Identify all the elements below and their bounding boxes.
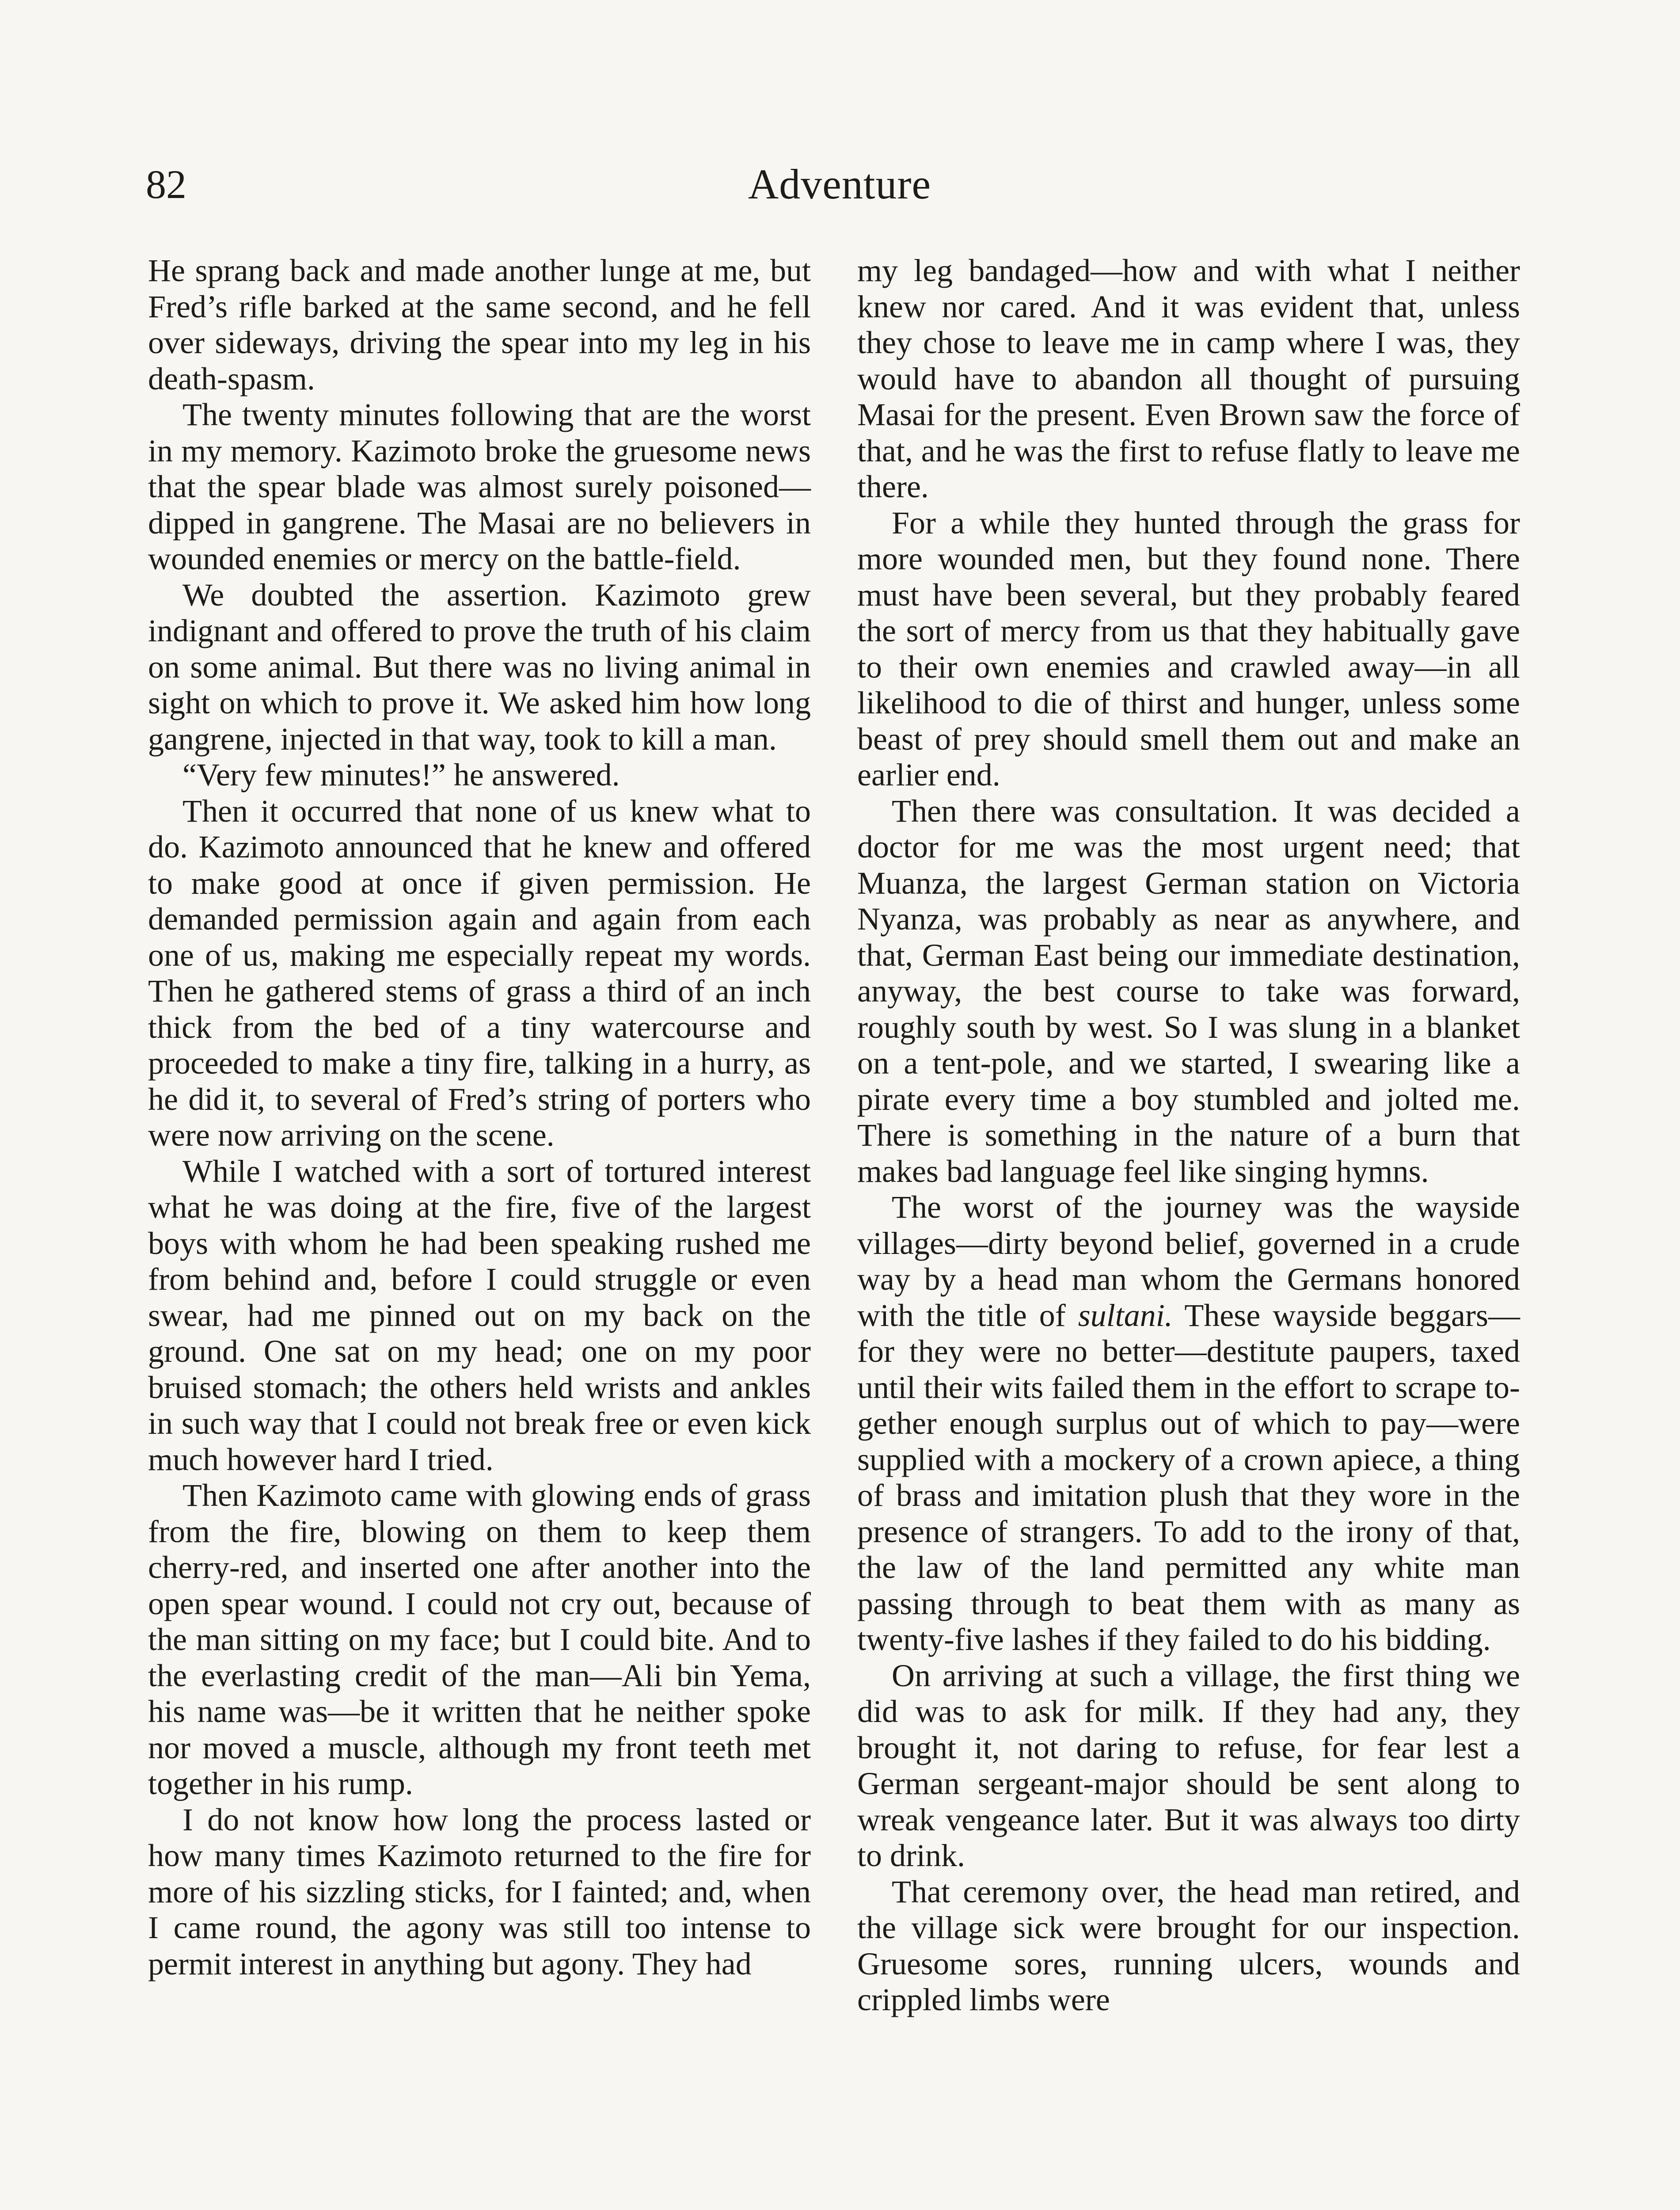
paragraph: For a while they hunted through the grass for more wounded men, but they found none. There must have been several, but they probably feared the sort of mercy from us that they habitually gave to their own enemies and crawled away—in all likelihood to die of thirst and hunger, unless some beast of prey should smell them out and make an earlier end. — [857, 505, 1520, 793]
left-column — [148, 253, 811, 1982]
paragraph: The twenty minutes following that are the worst in my memory. Kazimoto broke the gruesome news that the spear blade was almost surely poisoned—dipped in gangrene. The Masai are no believers in wounded enemies or mercy on the battle-field. — [148, 397, 811, 576]
running-title: Adventure — [748, 160, 931, 208]
paragraph: “Very few minutes!” he answered. — [182, 757, 620, 793]
paragraph: I do not know how long the process lasted or how many times Kazimoto returned to the fire for more of his sizzling sticks, for I fainted; and, when I came round, the agony was still too intense to permit interest in anything but agony. They had — [148, 1802, 811, 1981]
paragraph-text: These wayside beggars—for they were no better—destitute paupers, taxed until their wits failed them in the effort to scrape together enough surplus out of which to pay—were supplied with a mockery of a crown apiece, a thing of brass and imitation plush that they wore in the presence of strangers. To add to the irony of that, the law of the land permitted any white man passing through to beat them with as many as twenty-five lashes if they failed to do his bidding. — [857, 1297, 1520, 1657]
paragraph — [857, 1189, 1520, 1658]
paragraph: While I watched with a sort of tortured interest what he was doing at the fire, five of the largest boys with whom he had been speaking rushed me from behind and, before I could struggle or even swear, had me pinned out on my back on the ground. One sat on my head; one on my poor bruised stomach; the others held wrists and ankles in such way that I could not break free or even kick much however hard I tried. — [148, 1153, 811, 1477]
right-column — [857, 253, 1520, 2018]
paragraph: On arriving at such a village, the first thing we did was to ask for milk. If they had any, they brought it, not daring to refuse, for fear lest a German sergeant-major should be sent along to wreak vengeance later. But it was always too dirty to drink. — [857, 1658, 1520, 1873]
paragraph: Then it occurred that none of us knew what to do. Kazimoto announced that he knew and offered to make good at once if given permission. He demanded permission again and again from each one of us, making me especially repeat my words. Then he gathered stems of grass a third of an inch thick from the bed of a tiny watercourse and proceeded to make a tiny fire, talking in a hurry, as he did it, to several of Fred’s string of porters who were now arriving on the scene. — [148, 793, 811, 1153]
paragraph: He sprang back and made another lunge at me, but Fred’s rifle barked at the same second, and he fell over sideways, driving the spear into my leg in his death-spasm. — [148, 253, 811, 396]
paragraph: Then there was consultation. It was decided a doctor for me was the most urgent need; that Muanza, the largest German station on Victoria Nyanza, was probably as near as anywhere, and that, German East being our immediate destination, anyway, the best course to take was forward, roughly south by west. So I was slung in a blanket on a tent-pole, and we started, I swearing like a pirate every time a boy stumbled and jolted me. There is something in the nature of a burn that makes bad language feel like singing hymns. — [857, 793, 1520, 1189]
paragraph: my leg bandaged—how and with what I neither knew nor cared. And it was evident that, unless they chose to leave me in camp where I was, they would have to abandon all thought of pursuing Masai for the present. Even Brown saw the force of that, and he was the first to refuse flatly to leave me there. — [857, 253, 1520, 504]
paragraph-text: The worst of the journey was the wayside villages—dirty beyond belief, governed in a crude way by a head man whom the Germans honored with the title of — [857, 1189, 1520, 1333]
page-header — [146, 156, 1533, 213]
paragraph: That ceremony over, the head man retired, and the village sick were brought for our inspection. Gruesome sores, running ulcers, wounds and crippled limbs were — [857, 1874, 1520, 2017]
paragraph: Then Kazimoto came with glowing ends of grass from the fire, blowing on them to keep them cherry-red, and inserted one after another into the open spear wound. I could not cry out, because of the man sitting on my face; but I could bite. And to the everlasting credit of the man—Ali bin Yema, his name was—be it written that he neither spoke nor moved a muscle, although my front teeth met together in his rump. — [148, 1478, 811, 1801]
paragraph: We doubted the assertion. Kazimoto grew indignant and offered to prove the truth of his claim on some animal. But there was no living animal in sight on which to prove it. We asked him how long gangrene, injected in that way, took to kill a man. — [148, 577, 811, 757]
italic-term: sultani. — [1078, 1297, 1173, 1333]
page-number: 82 — [146, 162, 186, 207]
